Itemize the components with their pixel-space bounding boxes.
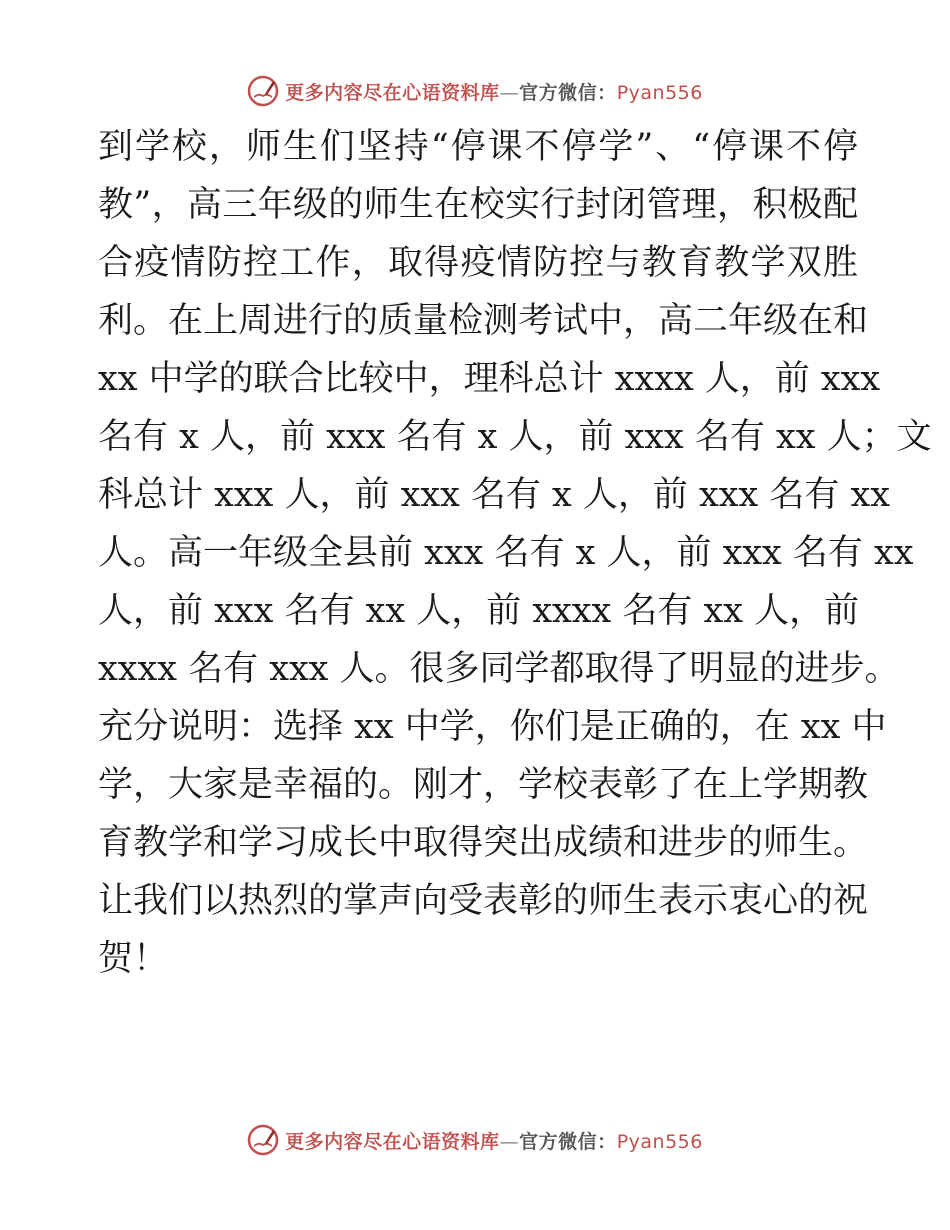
body-line: xxxx 名有 xxx 人。很多同学都取得了明显的进步。 (98, 649, 900, 689)
body-line: 利。在上周进行的质量检测考试中，高二年级在和 (98, 301, 869, 341)
body-line: 到学校，师生们坚持“停课不停学”、“停课不停 (98, 127, 858, 167)
watermark-wechat-id: Pyan556 (616, 81, 703, 104)
book-quill-logo-icon (247, 1124, 279, 1156)
body-line: 育教学和学习成长中取得突出成绩和进步的师生。 (98, 823, 869, 863)
body-line: 让我们以热烈的掌声向受表彰的师生表示衷心的祝 (98, 881, 869, 921)
body-line: 科总计 xxx 人，前 xxx 名有 x 人，前 xxx 名有 xx (98, 475, 890, 515)
body-line: 合疫情防控工作，取得疫情防控与教育教学双胜 (98, 243, 858, 283)
watermark-label: 官方微信： (519, 1130, 617, 1153)
body-line: 充分说明：选择 xx 中学，你们是正确的，在 xx 中 (98, 707, 887, 747)
watermark-dash: — (499, 1130, 520, 1153)
watermark-title: 更多内容尽在心语资料库 (285, 1130, 500, 1153)
body-line: 人。高一年级全县前 xxx 名有 x 人，前 xxx 名有 xx (98, 533, 914, 573)
watermark-dash: — (499, 81, 520, 104)
watermark-wechat-id: Pyan556 (616, 1130, 703, 1153)
book-quill-logo-icon (247, 75, 279, 107)
footer-watermark (0, 1120, 950, 1160)
header-watermark (0, 71, 950, 111)
body-line: 人，前 xxx 名有 xx 人，前 xxxx 名有 xx 人，前 (98, 591, 860, 631)
body-line: xx 中学的联合比较中，理科总计 xxxx 人，前 xxx (98, 359, 881, 399)
body-line: 贺！ (98, 939, 169, 979)
watermark-label: 官方微信： (519, 81, 617, 104)
watermark-title: 更多内容尽在心语资料库 (285, 81, 500, 104)
body-line: 教”，高三年级的师生在校实行封闭管理，积极配 (98, 185, 858, 225)
body-line: 名有 x 人，前 xxx 名有 x 人，前 xxx 名有 xx 人；文 (98, 417, 932, 457)
body-line: 学，大家是幸福的。刚才，学校表彰了在上学期教 (98, 765, 869, 805)
document-body (98, 118, 932, 988)
